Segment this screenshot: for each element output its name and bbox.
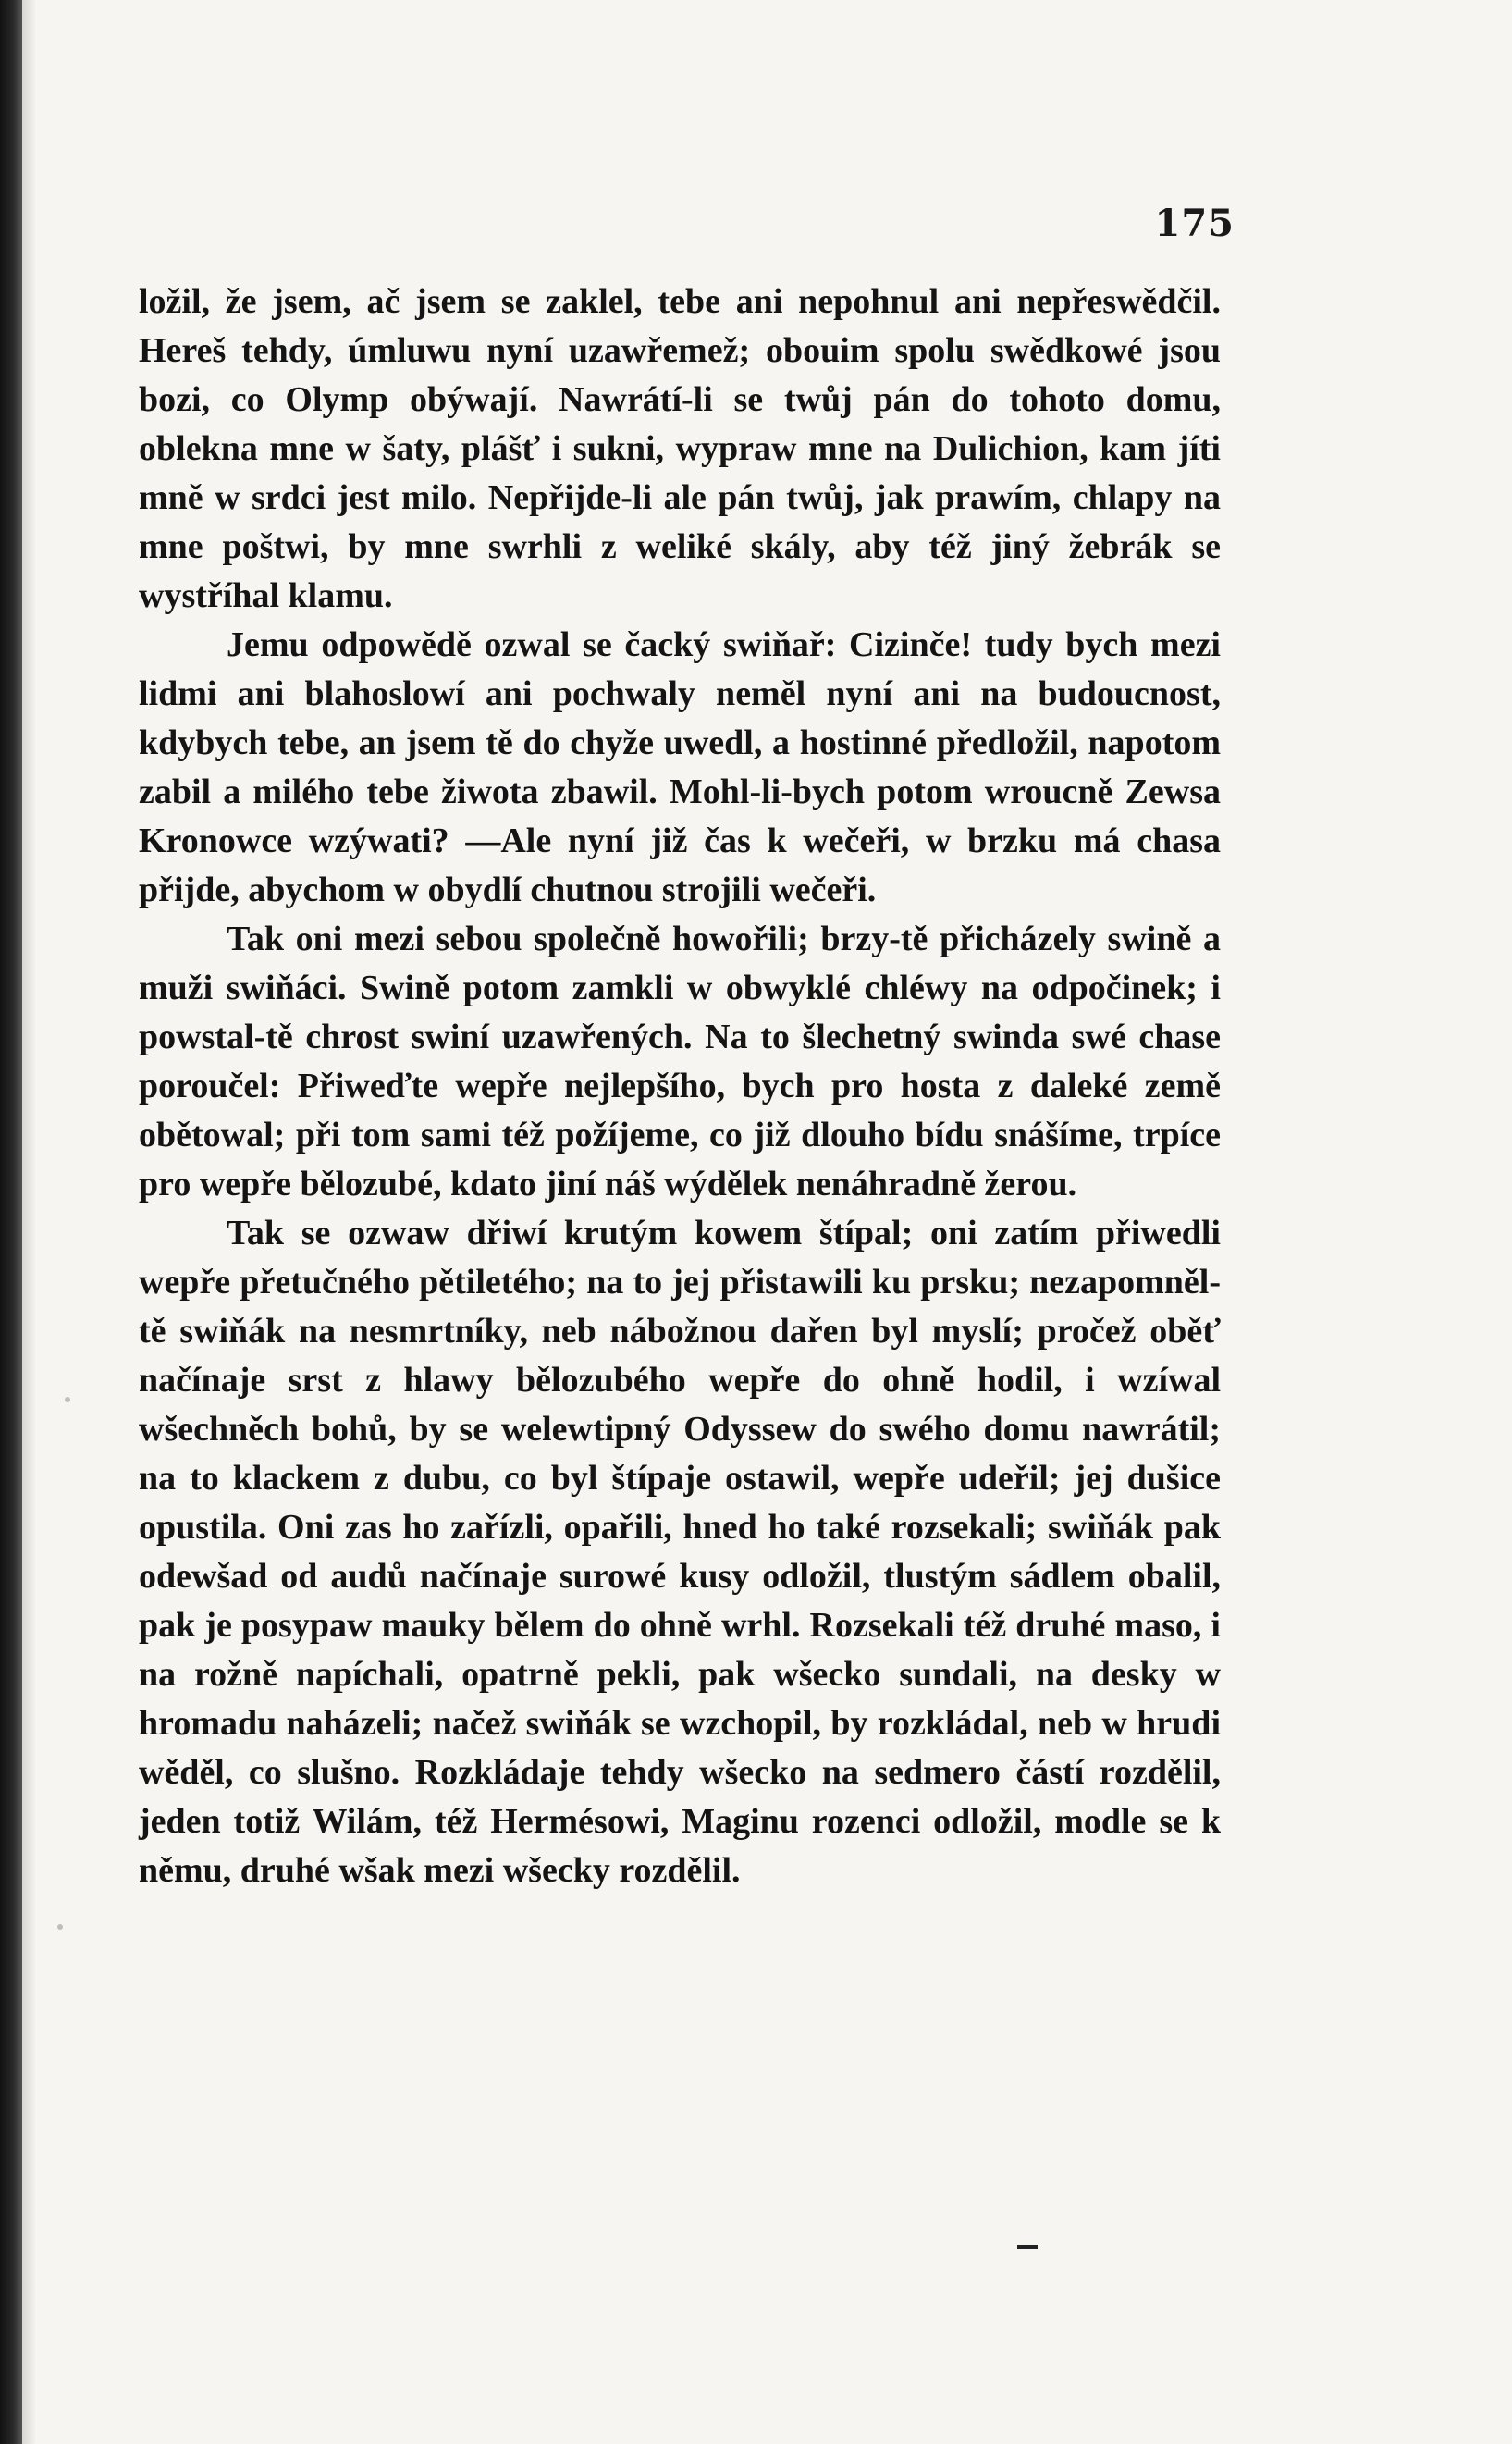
paragraph: Tak oni mezi sebou společně howořili; brzy-tě přicházely swině a muži swiňáci. Swině potom zamkli w obwyklé chléwy na odpočinek; i powstal-tě chrost swiní uzawřených. Na to šlechetný swinda swé chase poroučel: Přiweďte wepře nejlepšího, bych pro hosta z daleké země obětowal; při tom sami též požíjeme, co již dlouho bídu snášíme, trpíce pro wepře bělozubé, kdato jiní náš wýdělek nenáhradně žerou. (139, 920, 1221, 1203)
paragraph: Jemu odpowědě ozwal se čacký swiňař: Cizinče! tudy bych mezi lidmi ani blahoslowí ani pochwaly neměl nyní ani na budoucnost, kdybych tebe, an jsem tě do chyže uwedl, a hostinné předložil, napotom zabil a milého tebe žiwota zbawil. Mohl-li-bych potom wroucně Zewsa Kronowce wzýwati? —Ale nyní již čas k wečeři, w brzku má chasa přijde, abychom w obydlí chutnou strojili wečeři. (139, 625, 1221, 909)
book-binding-shadow (0, 0, 22, 2444)
scan-speck (57, 1924, 63, 1930)
scan-speck (65, 1397, 70, 1402)
body-text (139, 278, 1221, 1895)
page-gutter (22, 0, 35, 2444)
paragraph: ložil, že jsem, ač jsem se zaklel, tebe ani nepohnul ani nepřeswědčil. Hereš tehdy, úmluwu nyní uzawřemež; obouim spolu swědkowé jsou bozi, co Olymp obýwají. Nawrátí-li se twůj pán do tohoto domu, oblekna mne w šaty, plášť i sukni, wypraw mne na Dulichion, kam jíti mně w srdci jest milo. Nepřijde-li ale pán twůj, jak prawím, chlapy na mne poštwi, by mne swrhli z weliké skály, aby též jiný žebrák se wystříhal klamu. (139, 282, 1221, 615)
paragraph: Tak se ozwaw dřiwí krutým kowem štípal; oni zatím přiwedli wepře přetučného pětiletého; na to jej přistawili ku prsku; nezapomněl-tě swiňák na nesmrtníky, neb nábožnou dařen byl myslí; pročež oběť načínaje srst z hlawy bělozubého wepře do ohně hodil, i wzíwal wšechněch bohů, by se welewtipný Odyssew do swého domu nawrátil; na to klackem z dubu, co byl štípaje ostawil, wepře udeřil; jej dušice opustila. Oni zas ho zařízli, opařili, hned ho také rozsekali; swiňák pak odewšad od audů načínaje surowé kusy odložil, tlustým sádlem obalil, pak je posypaw mauky bělem do ohně wrhl. Rozsekali též druhé maso, i na rožně napíchali, opatrně pekli, pak wšecko sundali, na desky w hromadu naházeli; načež swiňák se wzchopil, by rozkládal, neb w hrudi wěděl, co slušno. Rozkládaje tehdy wšecko na sedmero částí rozdělil, jeden totiž Wilám, též Hermésowi, Maginu rozenci odložil, modle se k němu, druhé wšak mezi wšecky rozdělil. (139, 1214, 1221, 1890)
printer-mark (1017, 2245, 1038, 2249)
page-number: 175 (1154, 202, 1235, 245)
